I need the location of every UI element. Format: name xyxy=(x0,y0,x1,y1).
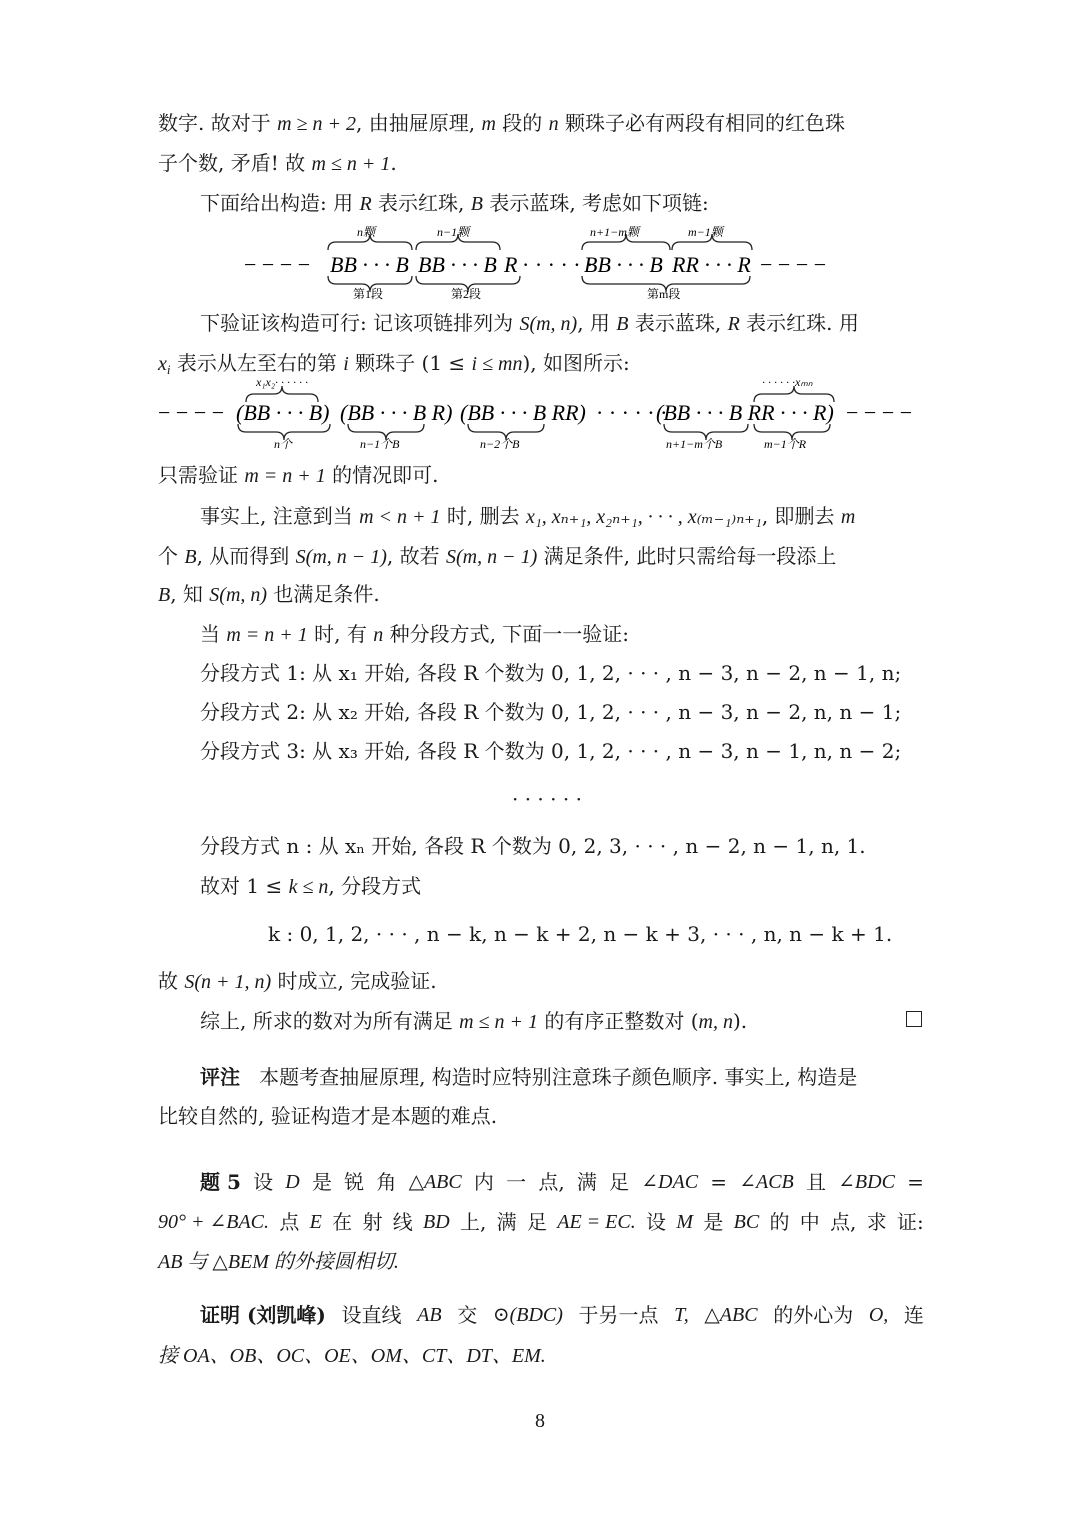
group-r2: R xyxy=(504,252,518,277)
segmentation-1: 分段方式 1: 从 x₁ 开始, 各段 R 个数为 0, 1, 2, · · · , n − 3, n − 2, n − 1, n; xyxy=(200,661,902,685)
paragraph-line: B, 知 S(m, n) 也满足条件. xyxy=(158,582,380,606)
paragraph-line: 数字. 故对于 m ≥ n + 2, 由抽屉原理, m 段的 n 颗珠子必有两段有相同的红色珠 xyxy=(158,111,845,135)
segmentation-2: 分段方式 2: 从 x₂ 开始, 各段 R 个数为 0, 1, 2, · · · , n − 3, n − 2, n, n − 1; xyxy=(200,700,902,724)
comment-line: 评注 本题考查抽屉原理, 构造时应特别注意珠子颜色顺序. 事实上, 构造是 xyxy=(200,1065,858,1089)
bottom-label: 第m段 xyxy=(647,287,681,301)
bottom-label: m−1个R xyxy=(764,437,807,451)
top-label: x₁x₂· · · · · · xyxy=(256,375,308,389)
formula-k: k : 0, 1, 2, · · · , n − k, n − k + 2, n − k + 3, · · · , n, n − k + 1. xyxy=(268,922,893,946)
paragraph-line: 下验证该构造可行: 记该项链排列为 S(m, n), 用 B 表示蓝珠, R 表示红珠. 用 xyxy=(200,311,859,335)
paragraph-line: 故 S(n + 1, n) 时成立, 完成验证. xyxy=(158,969,437,993)
proof-line: 接 OA、OB、OC、OE、OM、CT、DT、EM. xyxy=(158,1345,546,1367)
dash-right: − − − − xyxy=(846,400,913,425)
bottom-label: 第1段 xyxy=(353,287,384,301)
middle-dots: · · · · · · xyxy=(522,252,594,277)
segmentation-3: 分段方式 3: 从 x₃ 开始, 各段 R 个数为 0, 1, 2, · · · , n − 3, n − 1, n, n − 2; xyxy=(200,739,902,763)
proof-line: 证明 (刘凯峰) 设直线 AB 交 ⊙(BDC) 于另一点 T, △ABC 的外心为 O, 连 xyxy=(200,1303,924,1327)
group-rm: RR · · · R xyxy=(672,252,751,277)
page-number: 8 xyxy=(535,1410,545,1432)
bottom-label: n−1个B xyxy=(360,437,400,451)
dash-right: − − − − xyxy=(760,252,827,277)
top-label: n颗 xyxy=(357,225,376,239)
group-b1: BB · · · B xyxy=(330,252,409,277)
paragraph-line: $x_i$ 表示从左至右的第 i 颗珠子 (1 ≤ i ≤ mn), 如图所示: xyxy=(158,351,630,377)
qed-box xyxy=(906,1011,922,1027)
paragraph-line: 只需验证 m = n + 1 的情况即可. xyxy=(158,463,439,487)
paragraph-line: 当 m = n + 1 时, 有 n 种分段方式, 下面一一验证: xyxy=(200,622,630,646)
bead-group: (BB · · · B R) xyxy=(340,400,453,425)
bottom-label: 第2段 xyxy=(451,287,482,301)
paragraph-line: 个 B, 从而得到 S(m, n − 1), 故若 S(m, n − 1) 满足条件, 此时只需给每一段添上 xyxy=(158,544,837,568)
bead-group: (BB · · · B RR) xyxy=(460,400,586,425)
bottom-label: n−2个B xyxy=(480,437,520,451)
vertical-dots: · · · · · · xyxy=(512,787,582,811)
problem-line: 题 5 设 D 是 锐 角 △ABC 内 一 点, 满 足 ∠DAC = ∠ACB 且 ∠BDC = xyxy=(200,1170,924,1194)
top-label: · · · · · ·xₘₙ xyxy=(762,375,813,389)
top-label: n−1颗 xyxy=(437,225,470,239)
comment-line: 比较自然的, 验证构造才是本题的难点. xyxy=(158,1104,498,1128)
paragraph-line: 子个数, 矛盾! 故 m ≤ n + 1. xyxy=(158,151,397,175)
dash-left: − − − − xyxy=(244,252,311,277)
bead-group: (BB · · · B RR · · · R) xyxy=(656,400,834,425)
bead-group: (BB · · · B) xyxy=(236,400,330,425)
top-label: n+1−m颗 xyxy=(590,225,639,239)
group-bm: BB · · · B xyxy=(584,252,663,277)
top-label: m−1颗 xyxy=(688,225,723,239)
comment-label: 评注 xyxy=(200,1065,240,1089)
bottom-label: n个 xyxy=(274,437,293,451)
paragraph-line: 故对 1 ≤ k ≤ n, 分段方式 xyxy=(200,874,422,898)
dash-left: − − − − xyxy=(158,400,225,425)
problem-line: 90° + ∠BAC. 点 E 在 射 线 BD 上, 满 足 AE = EC. 设 M 是 BC 的 中 点, 求 证: xyxy=(158,1210,924,1234)
middle-dots: · · · · · · xyxy=(596,400,668,425)
paragraph-line: 下面给出构造: 用 R 表示红珠, B 表示蓝珠, 考虑如下项链: xyxy=(200,191,709,215)
bottom-label: n+1−m个B xyxy=(666,437,723,451)
paragraph-line: 综上, 所求的数对为所有满足 m ≤ n + 1 的有序正整数对 (m, n). xyxy=(200,1009,748,1033)
segmentation-n: 分段方式 n : 从 xₙ 开始, 各段 R 个数为 0, 2, 3, · · · , n − 2, n − 1, n, 1. xyxy=(200,834,866,858)
problem-line: AB 与 △BEM 的外接圆相切. xyxy=(158,1251,399,1273)
group-b2: BB · · · B xyxy=(418,252,497,277)
paragraph-line: 事实上, 注意到当 m < n + 1 时, 删去 x₁, xₙ₊₁, x₂ₙ₊₁, · · · , x₍ₘ₋₁₎ₙ₊₁, 即删去 m xyxy=(200,504,856,528)
